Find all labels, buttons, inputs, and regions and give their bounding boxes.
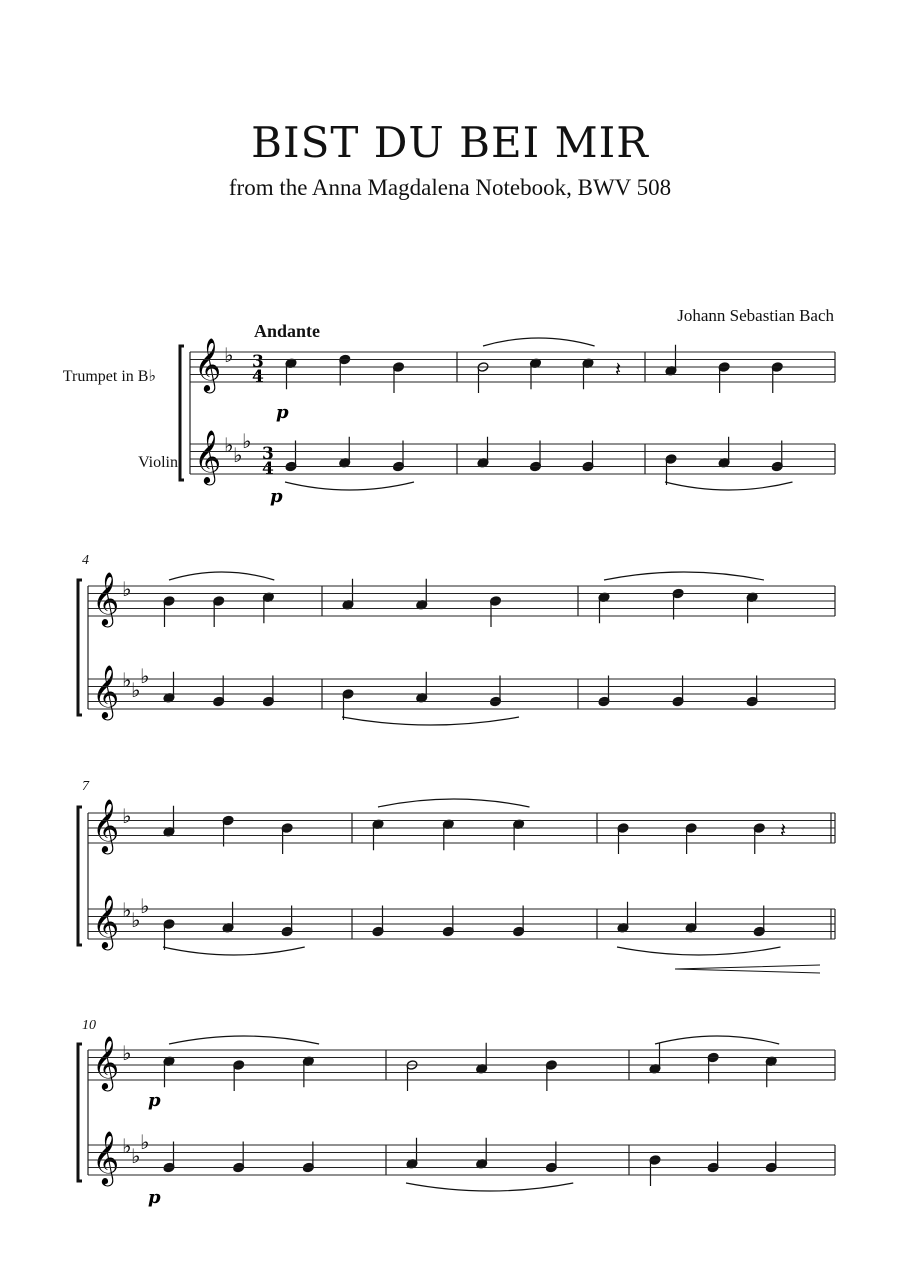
slur	[604, 572, 764, 580]
dynamic-piano: p	[148, 1187, 161, 1208]
flat-sign-icon: ♭	[131, 1144, 141, 1168]
slur	[169, 1036, 319, 1044]
measure-number-4: 4	[82, 553, 89, 568]
slur	[665, 482, 793, 490]
system-bracket	[78, 580, 82, 715]
piece-subtitle: from the Anna Magdalena Notebook, BWV 508	[228, 175, 672, 200]
slur	[406, 1183, 573, 1191]
staff-violin	[88, 679, 835, 709]
quarter-rest-icon: 𝄽	[780, 818, 787, 842]
slur	[163, 947, 305, 955]
slur	[617, 947, 781, 955]
treble-clef-icon: 𝄞	[92, 894, 120, 948]
flat-sign-icon: ♭	[122, 577, 132, 601]
staff-trumpet	[88, 813, 835, 843]
flat-sign-icon: ♭	[140, 664, 150, 688]
dynamic-piano: p	[148, 1090, 161, 1111]
treble-clef-icon: 𝄞	[92, 1035, 120, 1089]
system-bracket	[78, 807, 82, 945]
flat-sign-icon: ♭	[122, 1134, 132, 1158]
system-4	[78, 1035, 835, 1208]
slur	[483, 338, 595, 346]
system-1	[180, 337, 835, 507]
staff-trumpet	[88, 586, 835, 616]
flat-sign-icon: ♭	[122, 804, 132, 828]
flat-sign-icon: ♭	[131, 678, 141, 702]
quarter-rest-icon: 𝄽	[615, 357, 622, 381]
time-signature-bottom: 4	[262, 459, 274, 479]
staff-trumpet	[88, 1050, 835, 1080]
system-bracket	[78, 1044, 82, 1181]
flat-sign-icon: ♭	[224, 343, 234, 367]
staff-violin	[88, 909, 835, 939]
instrument-label-violin: Violin	[138, 454, 178, 471]
composer-name: Johann Sebastian Bach	[677, 306, 834, 325]
decrescendo-hairpin	[675, 965, 820, 973]
system-bracket	[180, 346, 184, 480]
piece-title: BIST DU BEI MIR	[251, 118, 649, 167]
slur	[655, 1036, 779, 1044]
flat-sign-icon: ♭	[242, 429, 252, 453]
flat-sign-icon: ♭	[122, 668, 132, 692]
dynamic-piano: p	[270, 486, 283, 507]
time-signature-top: 3	[252, 352, 264, 372]
treble-clef-icon: 𝄞	[194, 337, 222, 391]
flat-sign-icon: ♭	[140, 894, 150, 918]
measure-number-7: 7	[82, 779, 89, 794]
flat-sign-icon: ♭	[224, 433, 234, 457]
treble-clef-icon: 𝄞	[92, 571, 120, 625]
dynamic-piano: p	[276, 402, 289, 423]
time-signature-bottom: 4	[252, 367, 264, 387]
treble-clef-icon: 𝄞	[92, 1130, 120, 1184]
flat-sign-icon: ♭	[122, 898, 132, 922]
flat-sign-icon: ♭	[233, 443, 243, 467]
treble-clef-icon: 𝄞	[194, 429, 222, 483]
flat-sign-icon: ♭	[140, 1130, 150, 1154]
slur	[378, 799, 530, 807]
slur	[342, 717, 519, 725]
flat-sign-icon: ♭	[131, 908, 141, 932]
measure-number-10: 10	[82, 1018, 96, 1033]
slur	[169, 572, 274, 580]
treble-clef-icon: 𝄞	[92, 664, 120, 718]
time-signature-top: 3	[262, 444, 274, 464]
staff-violin	[88, 1145, 835, 1175]
instrument-label-trumpet: Trumpet in B♭	[62, 368, 156, 385]
system-3	[78, 798, 835, 973]
treble-clef-icon: 𝄞	[92, 798, 120, 852]
flat-sign-icon: ♭	[122, 1041, 132, 1065]
slur	[285, 482, 414, 490]
tempo-marking: Andante	[254, 321, 321, 341]
